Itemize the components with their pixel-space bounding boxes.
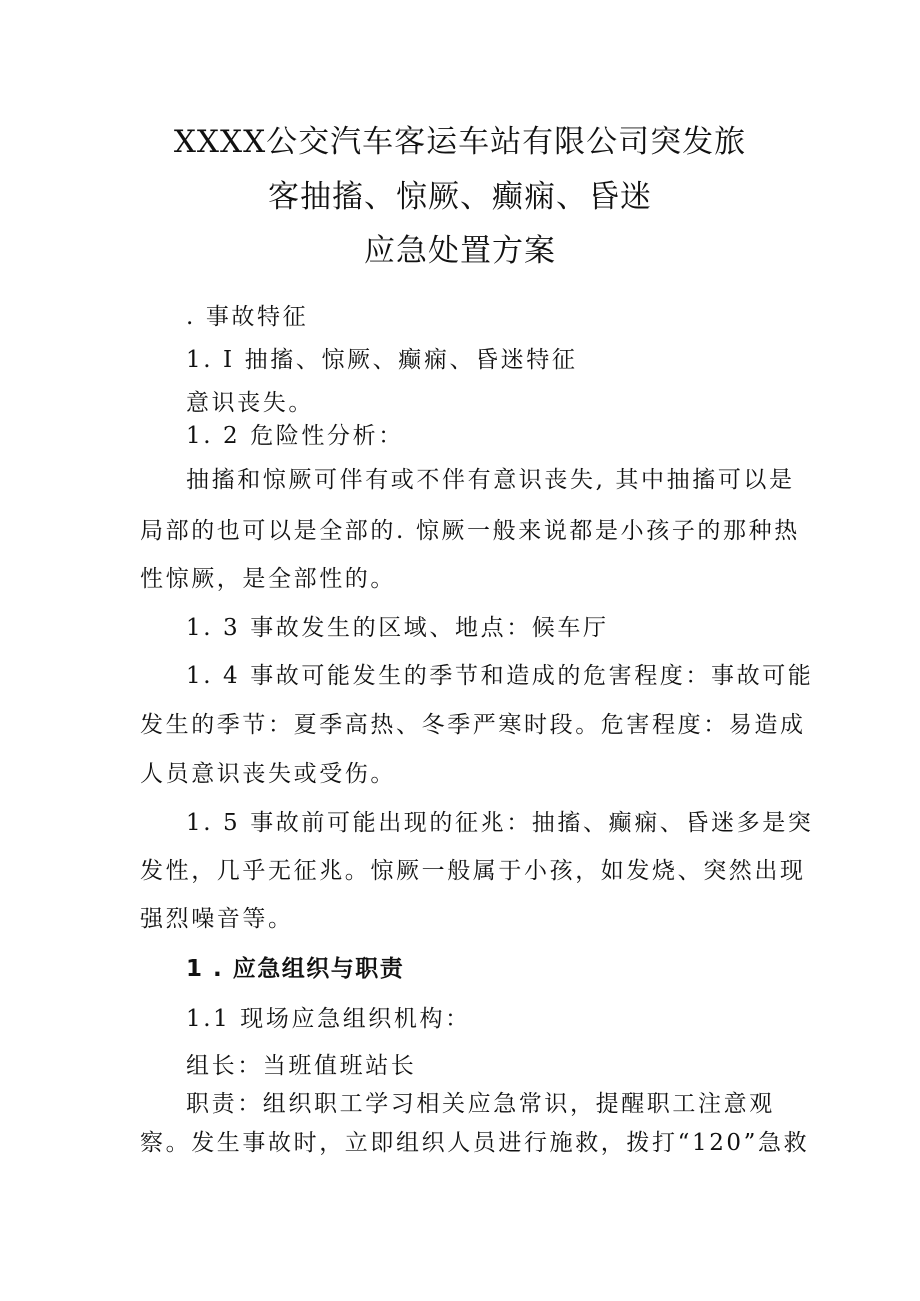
section-heading-accident-features: . 事故特征 xyxy=(186,304,309,330)
subsection-heading-1-5: 1. 5 事故前可能出现的征兆：抽搐、癫痫、昏迷多是突 xyxy=(186,810,814,836)
section-heading-emergency-organization: 1 . 应急组织与职责 xyxy=(186,956,405,982)
subsection-heading-1-3: 1. 3 事故发生的区域、地点：候车厅 xyxy=(186,615,609,641)
subsection-heading-1-2: 1. 2 危险性分析： xyxy=(186,423,404,449)
paragraph-line: 组长：当班值班站长 xyxy=(186,1053,417,1079)
paragraph-line: 发性，几乎无征兆。惊厥一般属于小孩，如发烧、突然出现 xyxy=(140,858,806,884)
paragraph-line: 发生的季节：夏季高热、冬季严寒时段。危害程度：易造成 xyxy=(140,712,806,738)
paragraph-line: 意识丧失。 xyxy=(186,390,314,416)
paragraph-line: 抽搐和惊厥可伴有或不伴有意识丧失, 其中抽搐可以是 xyxy=(186,467,795,493)
paragraph-line: 性惊厥，是全部性的。 xyxy=(140,566,396,592)
paragraph-line: 察。发生事故时，立即组织人员进行施救，拨打“120”急救 xyxy=(140,1130,810,1156)
document-title-line-3: 应急处置方案 xyxy=(364,233,556,269)
subsection-heading-1-1-org: 1.1 现场应急组织机构： xyxy=(186,1006,471,1032)
subsection-heading-1-4: 1. 4 事故可能发生的季节和造成的危害程度：事故可能 xyxy=(186,663,814,689)
subsection-heading-1-1: 1. I 抽搐、惊厥、癫痫、昏迷特征 xyxy=(186,347,578,373)
document-title-line-1: XXXX公交汽车客运车站有限公司突发旅 xyxy=(173,124,747,160)
document-title-line-2: 客抽搐、惊厥、癫痫、昏迷 xyxy=(268,179,652,215)
paragraph-line: 人员意识丧失或受伤。 xyxy=(140,761,396,787)
paragraph-line: 局部的也可以是全部的. 惊厥一般来说都是小孩子的那种热 xyxy=(140,518,800,544)
paragraph-line: 职责：组织职工学习相关应急常识，提醒职工注意观 xyxy=(186,1091,775,1117)
paragraph-line: 强烈噪音等。 xyxy=(140,906,294,932)
